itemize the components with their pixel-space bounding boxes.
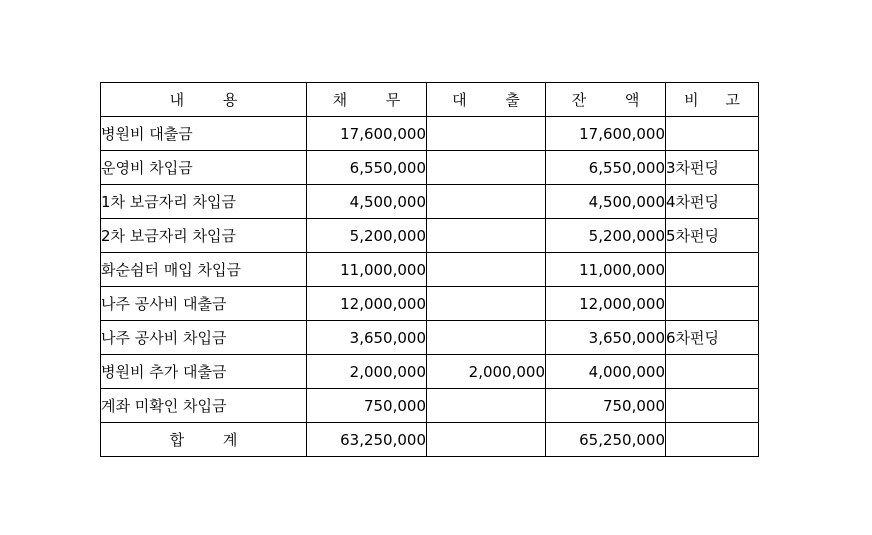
row-loan bbox=[427, 253, 546, 287]
row-debt: 17,600,000 bbox=[307, 117, 427, 151]
row-description: 화순쉼터 매입 차입금 bbox=[101, 253, 307, 287]
row-note bbox=[666, 253, 759, 287]
total-row bbox=[101, 423, 759, 457]
row-note bbox=[666, 355, 759, 389]
table-row bbox=[101, 389, 759, 423]
row-note bbox=[666, 287, 759, 321]
row-description: 나주 공사비 차입금 bbox=[101, 321, 307, 355]
row-note: 6차펀딩 bbox=[666, 321, 759, 355]
header-loan: 대 출 bbox=[427, 83, 546, 117]
row-note: 3차펀딩 bbox=[666, 151, 759, 185]
header-note: 비 고 bbox=[666, 83, 759, 117]
total-label: 합 계 bbox=[101, 423, 307, 457]
row-loan bbox=[427, 389, 546, 423]
row-description: 병원비 대출금 bbox=[101, 117, 307, 151]
row-note: 4차펀딩 bbox=[666, 185, 759, 219]
header-debt: 채 무 bbox=[307, 83, 427, 117]
row-description: 나주 공사비 대출금 bbox=[101, 287, 307, 321]
total-debt: 63,250,000 bbox=[307, 423, 427, 457]
row-description: 병원비 추가 대출금 bbox=[101, 355, 307, 389]
row-note: 5차펀딩 bbox=[666, 219, 759, 253]
row-debt: 750,000 bbox=[307, 389, 427, 423]
row-description: 계좌 미확인 차입금 bbox=[101, 389, 307, 423]
row-description: 운영비 차입금 bbox=[101, 151, 307, 185]
row-balance: 3,650,000 bbox=[546, 321, 666, 355]
row-balance: 11,000,000 bbox=[546, 253, 666, 287]
table-row bbox=[101, 355, 759, 389]
table-row bbox=[101, 185, 759, 219]
row-balance: 12,000,000 bbox=[546, 287, 666, 321]
row-debt: 3,650,000 bbox=[307, 321, 427, 355]
table-row bbox=[101, 321, 759, 355]
row-description: 1차 보금자리 차입금 bbox=[101, 185, 307, 219]
row-debt: 6,550,000 bbox=[307, 151, 427, 185]
table-row bbox=[101, 151, 759, 185]
row-note bbox=[666, 389, 759, 423]
row-balance: 4,500,000 bbox=[546, 185, 666, 219]
row-description: 2차 보금자리 차입금 bbox=[101, 219, 307, 253]
row-loan bbox=[427, 185, 546, 219]
row-debt: 11,000,000 bbox=[307, 253, 427, 287]
table-row bbox=[101, 253, 759, 287]
row-loan bbox=[427, 321, 546, 355]
total-note bbox=[666, 423, 759, 457]
row-loan bbox=[427, 287, 546, 321]
table-row bbox=[101, 117, 759, 151]
debt-ledger-table bbox=[100, 82, 759, 457]
row-balance: 4,000,000 bbox=[546, 355, 666, 389]
total-balance: 65,250,000 bbox=[546, 423, 666, 457]
row-debt: 12,000,000 bbox=[307, 287, 427, 321]
row-balance: 750,000 bbox=[546, 389, 666, 423]
row-balance: 6,550,000 bbox=[546, 151, 666, 185]
row-loan bbox=[427, 117, 546, 151]
row-debt: 4,500,000 bbox=[307, 185, 427, 219]
row-loan bbox=[427, 219, 546, 253]
row-debt: 2,000,000 bbox=[307, 355, 427, 389]
row-loan: 2,000,000 bbox=[427, 355, 546, 389]
row-loan bbox=[427, 151, 546, 185]
table-row bbox=[101, 287, 759, 321]
total-loan bbox=[427, 423, 546, 457]
header-row bbox=[101, 83, 759, 117]
row-balance: 5,200,000 bbox=[546, 219, 666, 253]
header-description: 내 용 bbox=[101, 83, 307, 117]
row-balance: 17,600,000 bbox=[546, 117, 666, 151]
row-debt: 5,200,000 bbox=[307, 219, 427, 253]
table-row bbox=[101, 219, 759, 253]
row-note bbox=[666, 117, 759, 151]
header-balance: 잔 액 bbox=[546, 83, 666, 117]
